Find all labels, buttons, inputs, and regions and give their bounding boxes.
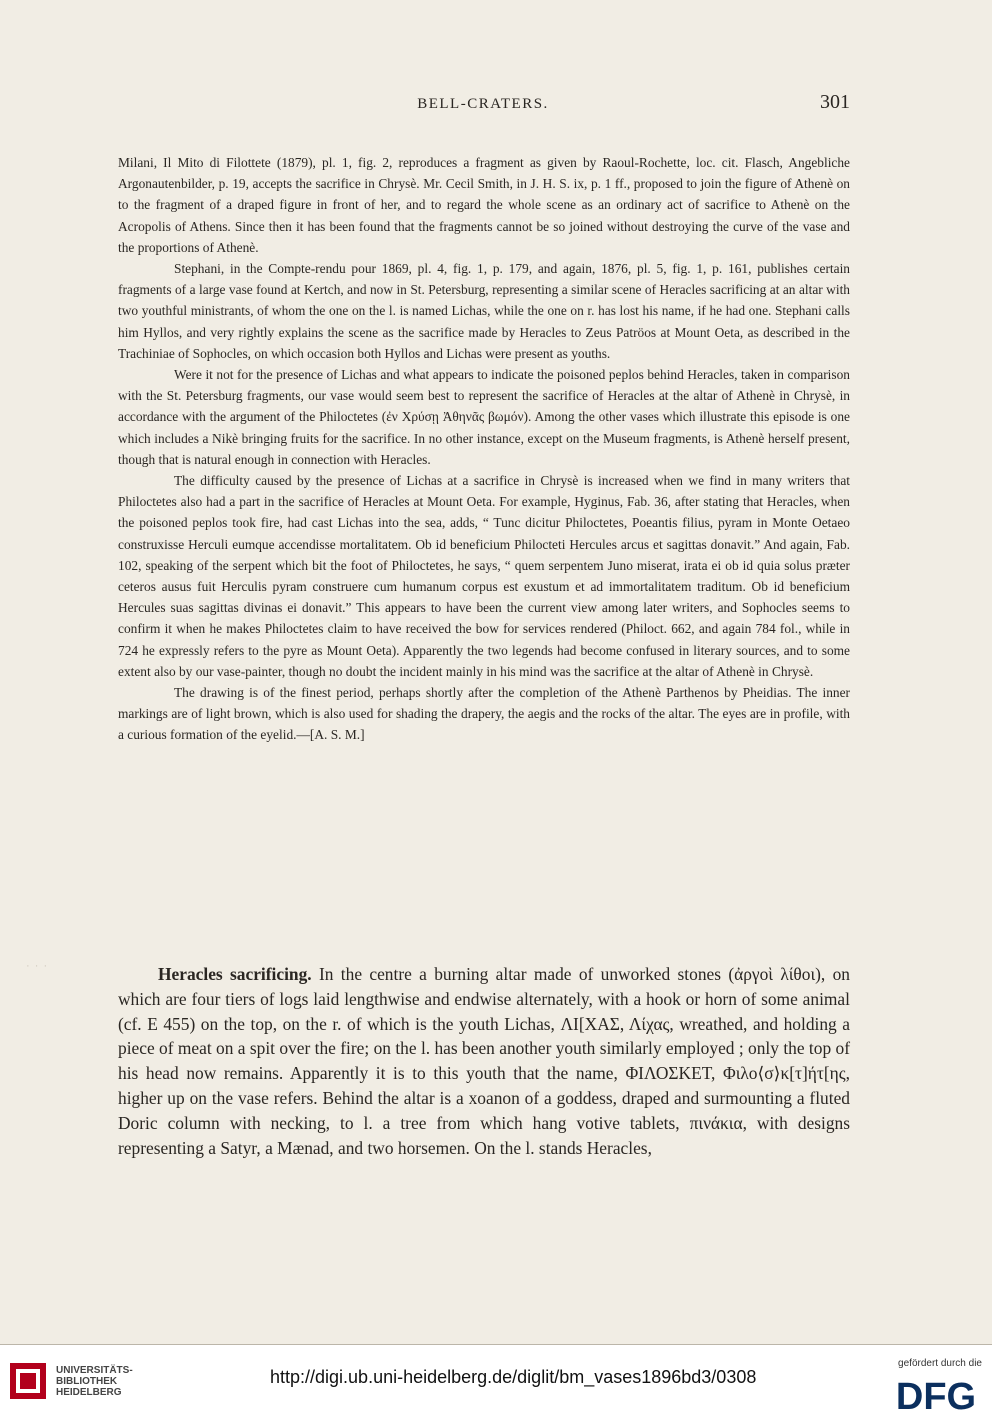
- source-link[interactable]: http://digi.ub.uni-heidelberg.de/diglit/bm_vases1896bd3/0308: [270, 1367, 757, 1387]
- paragraph: [118, 962, 850, 1160]
- svg-text:DFG: DFG: [895, 1376, 977, 1415]
- paragraph: The drawing is of the finest period, perhaps shortly after the completion of the Athenè Parthenos by Pheidias. The inner markings are of light brown, which is also used for shading the drapery, the aegis and the rocks of the altar. The eyes are in profile, with a curious formation of the eyelid.—[A. S. M.]: [118, 685, 850, 743]
- paragraph: Were it not for the presence of Lichas and what appears to indicate the poisoned peplos behind Heracles, taken in comparison with the St. Petersburg fragments, our vase would seem best to represent the sacrifice of Heracles at the altar of Athenè in Chrysè, in accordance with the argument of the Philoctetes (ἐν Χρύσῃ Ἀθηνᾶς βωμόν). Among the other vases which illustrate this episode is one which includes a Nikè bringing fruits for the sacrifice. In no other instance, except on the Museum fragments, is Athenè herself present, though that is natural enough in connection with Heracles.: [118, 367, 850, 467]
- entry-text: In the centre a burning altar made of unworked stones (ἀργοὶ λίθοι), on which are four tiers of logs laid lengthwise and endwise alternately, with a hook or horn of some animal (cf. E 455) on the top, on the r. of which is the youth Lichas, ΛΙ[ΧΑΣ, Λίχας, wreathed, and holding a piece of meat on a spit over the fire; on the l. has been another youth similarly employed ; only the top of his head now remains. Apparently it is to this youth that the name, ΦΙΛΟΣΚΕΤ, Φιλο⟨σ⟩κ[τ]ήτ[ης, higher up on the vase refers. Behind the altar is a xoanon of a goddess, draped and surmounting a fluted Doric column with necking, to l. a tree from which hang votive tablets, πινάκια, with designs representing a Satyr, a Mænad, and two horsemen. On the l. stands Heracles,: [118, 964, 850, 1158]
- commentary-block: [118, 152, 850, 746]
- paragraph: The difficulty caused by the presence of Lichas at a sacrifice in Chrysè is increased when we find in many writers that Philoctetes also had a part in the sacrifice of Heracles at Mount Oeta. For example, Hyginus, Fab. 36, after stating that Heracles, when the poisoned peplos took fire, had cast Lichas into the sea, adds, “ Tunc dicitur Philoctetes, Poeantis filius, pyram in Monte Oetaeo construxisse Herculi eumque accendisse mortalitatem. Ob id beneficium Philocteti Hercules arcus et sagittas donavit.” And again, Fab. 102, speaking of the serpent which bit the foot of Philoctetes, he says, “ quem serpentem Juno miserat, irata ei ob id quia solus præter ceteros ausus fuit Herculis pyram construere cum humanum corpus est exustum et ad immortalitatem traditum. Ob id beneficium Hercules suas sagittas divinas ei donavit.” This appears to have been the current view among later writers, and Sophocles seems to confirm it when he makes Philoctetes claim to have received the bow for services rendered (Philoct. 662, and again 784 fol., while in 724 he expressly refers to the pyre as Mount Oeta). Apparently the two legends had become confused in literary sources, and to some extent also by our vase-painter, though no doubt the incident mainly in his mind was the sacrifice at the altar of Athenè in Chrysè.: [118, 473, 850, 679]
- footer: [0, 1345, 992, 1422]
- university-seal-icon: [8, 1361, 48, 1401]
- funded-by-label: gefördert durch die: [898, 1358, 982, 1369]
- catalogue-entry: [118, 962, 850, 1160]
- dfg-logo-icon: [890, 1375, 982, 1415]
- paragraph: Stephani, in the Compte-rendu pour 1869, pl. 4, fig. 1, p. 179, and again, 1876, pl. 5, fig. 1, p. 161, publishes certain fragments of a large vase found at Kertch, and now in St. Petersburg, representing a similar scene of Heracles sacrificing at an altar with two youthful ministrants, of whom the one on the l. is named Lichas, while the one on r. has lost his name, if he had one. Stephani calls him Hyllos, and very rightly explains the scene as the sacrifice made by Heracles to Zeus Patröos at Mount Oeta, as described in the Trachiniae of Sophocles, on which occasion both Hyllos and Lichas were present as youths.: [118, 261, 850, 361]
- scan-artifact: · · ·: [26, 960, 49, 972]
- paragraph: Milani, Il Mito di Filottete (1879), pl. 1, fig. 2, reproduces a fragment as given by Raoul-Rochette, loc. cit. Flasch, Angebliche Argonautenbilder, p. 19, accepts the sacrifice in Chrysè. Mr. Cecil Smith, in J. H. S. ix, p. 1 ff., proposed to join the figure of Athenè on to the fragment of a draped figure in front of her, and to regard the whole scene as an ordinary act of sacrifice to Athenè on the Acropolis of Athens. Since then it has been found that the fragments cannot be so joined without destroying the curve of the vase and the proportions of Athenè.: [118, 155, 850, 255]
- running-head: BELL-CRATERS.: [417, 96, 549, 112]
- entry-heading: Heracles sacrificing.: [158, 964, 312, 984]
- university-name: UNIVERSITÄTS- BIBLIOTHEK HEIDELBERG: [56, 1365, 133, 1398]
- page-number: 301: [820, 91, 850, 113]
